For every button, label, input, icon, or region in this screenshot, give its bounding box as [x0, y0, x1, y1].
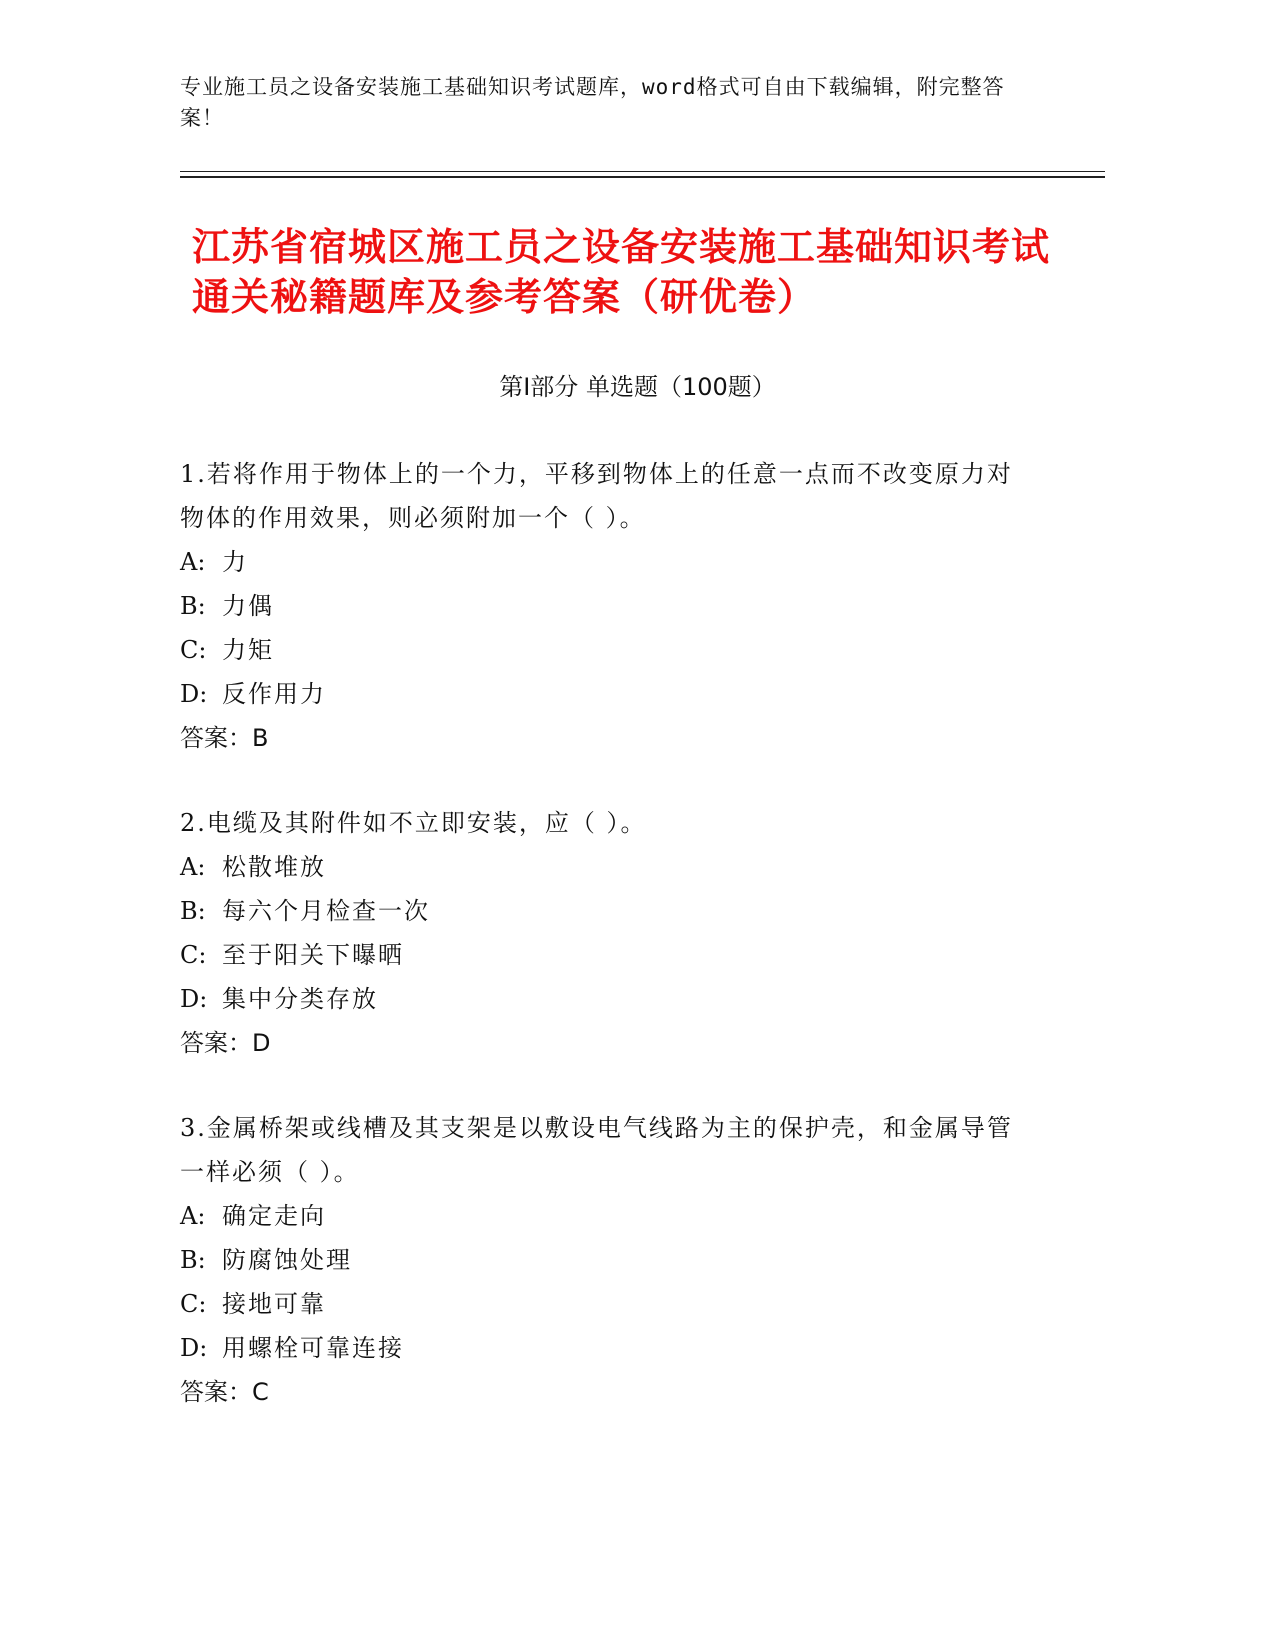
- option-d: [180, 1326, 1030, 1370]
- question-1: [180, 452, 1030, 760]
- option-text: 反作用力: [222, 680, 326, 708]
- option-text: 力矩: [222, 636, 274, 664]
- question-stem: 2.电缆及其附件如不立即安装，应（ ）。: [180, 809, 647, 837]
- option-letter: C:: [180, 941, 207, 969]
- option-text: 力偶: [222, 592, 274, 620]
- answer: 答案：B: [180, 724, 269, 752]
- option-b: [180, 889, 1030, 933]
- option-text: 防腐蚀处理: [222, 1246, 352, 1274]
- option-letter: D:: [180, 1334, 208, 1362]
- answer: 答案：C: [180, 1378, 269, 1406]
- option-text: 确定走向: [222, 1202, 326, 1230]
- option-letter: A:: [180, 853, 206, 881]
- option-text: 力: [222, 548, 248, 576]
- option-text: 每六个月检查一次: [222, 897, 430, 925]
- option-text: 接地可靠: [222, 1290, 326, 1318]
- option-letter: B:: [180, 1246, 206, 1274]
- option-d: [180, 672, 1030, 716]
- option-a: [180, 540, 1030, 584]
- section-title: 第Ⅰ部分 单选题（100题）: [499, 373, 776, 401]
- option-text: 松散堆放: [222, 853, 326, 881]
- option-d: [180, 977, 1030, 1021]
- option-a: [180, 845, 1030, 889]
- option-text: 集中分类存放: [222, 985, 378, 1013]
- option-letter: A:: [180, 548, 206, 576]
- option-c: [180, 1282, 1030, 1326]
- option-c: [180, 933, 1030, 977]
- option-b: [180, 1238, 1030, 1282]
- header-rule-bottom: [180, 176, 1105, 178]
- option-text: 至于阳关下曝晒: [222, 941, 404, 969]
- option-text: 用螺栓可靠连接: [222, 1334, 404, 1362]
- question-2: [180, 801, 1030, 1065]
- option-letter: D:: [180, 680, 208, 708]
- answer: 答案：D: [180, 1029, 271, 1057]
- question-3: [180, 1106, 1030, 1414]
- question-stem: 3.金属桥架或线槽及其支架是以敷设电气线路为主的保护壳，和金属导管一样必须（ ）。: [180, 1114, 1013, 1186]
- option-letter: B:: [180, 592, 206, 620]
- header-rule-top: [180, 171, 1105, 172]
- option-c: [180, 628, 1030, 672]
- header-note: 专业施工员之设备安装施工基础知识考试题库，word格式可自由下载编辑，附完整答案！: [180, 75, 1005, 130]
- option-letter: C:: [180, 1290, 207, 1318]
- option-letter: C:: [180, 636, 207, 664]
- option-letter: B:: [180, 897, 206, 925]
- option-letter: D:: [180, 985, 208, 1013]
- document-title: 江苏省宿城区施工员之设备安装施工基础知识考试通关秘籍题库及参考答案（研优卷）: [192, 225, 1051, 319]
- question-stem: 1.若将作用于物体上的一个力，平移到物体上的任意一点而不改变原力对物体的作用效果，则必须附加一个（ ）。: [180, 460, 1013, 532]
- option-b: [180, 584, 1030, 628]
- option-a: [180, 1194, 1030, 1238]
- option-letter: A:: [180, 1202, 206, 1230]
